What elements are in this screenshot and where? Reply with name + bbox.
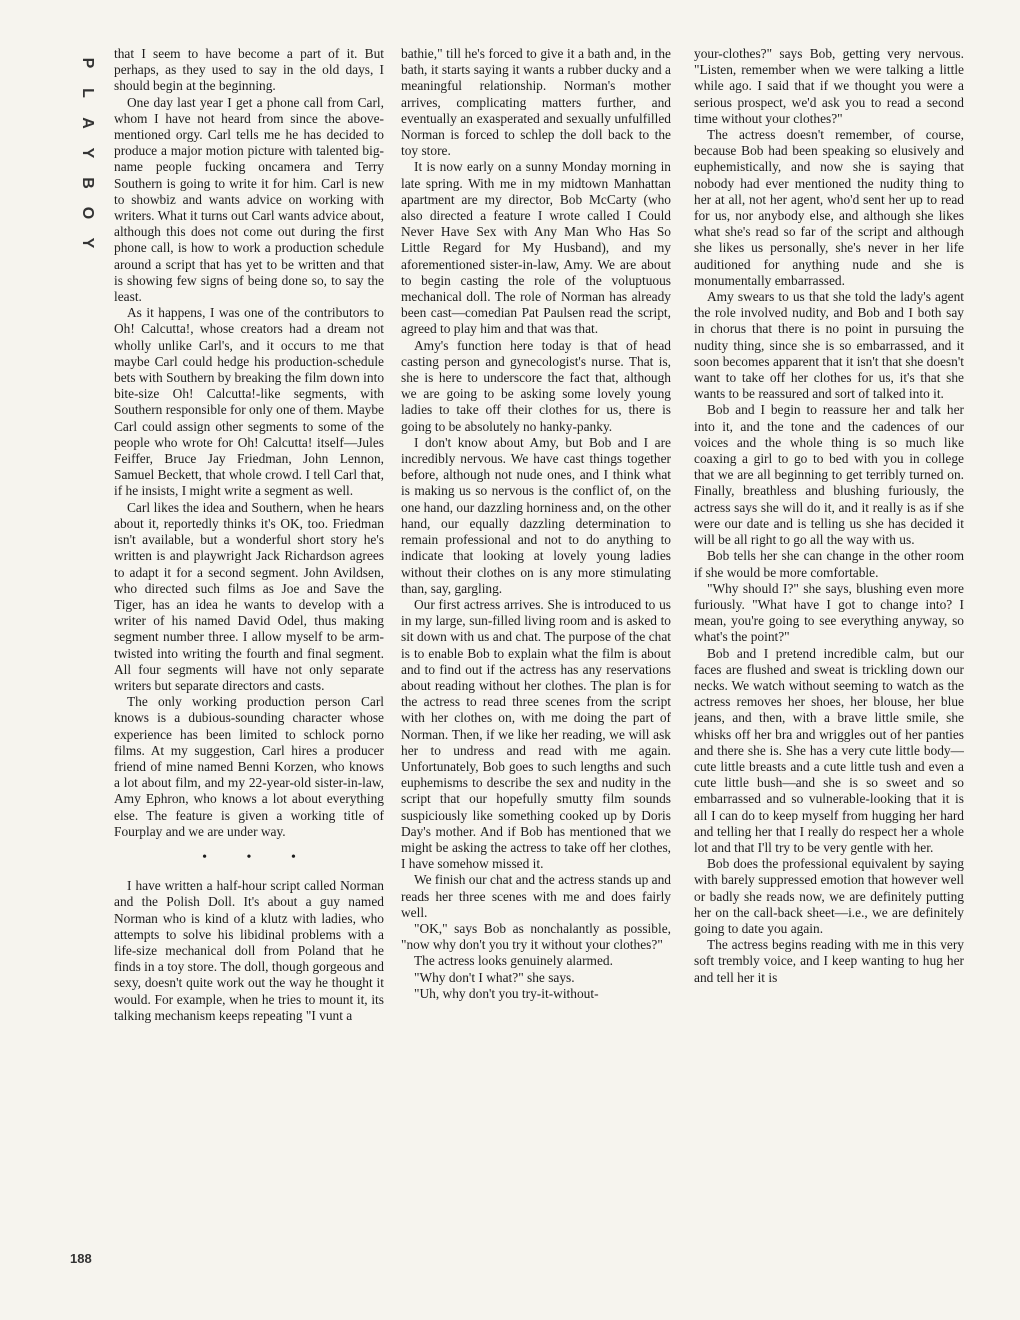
paragraph: As it happens, I was one of the contributors to Oh! Calcutta!, whose creators had a dream not wholly unlike Carl's, and it occurs to me that maybe Carl could hedge his production-schedule bets with Southern by breaking the film down into bite-size Oh! Calcutta!-like segments, with Southern responsible for only one of them. Maybe Carl could assign other segments to some of the people who wrote for Oh! Calcutta! itself—Jules Feiffer, Bruce Jay Friedman, John Lennon, Samuel Beckett, that whole crowd. I tell Carl that, if he insists, I might write a segment as well. — [114, 305, 384, 499]
paragraph: Bob does the professional equivalent by saying with barely suppressed emotion that however well or badly she reads now, we are definitely putting her on the call-back sheet—i.e., we are definitely going to date you again. — [694, 856, 964, 936]
paragraph: Amy swears to us that she told the lady's agent the role involved nudity, and Bob and I both say in chorus that there is no point in pursuing the nudity thing, since she is so embarrassed, and it soon becomes apparent that it isn't that she doesn't want to take off her clothes for us, it's that she wants to be reassured and sort of talked into it. — [694, 289, 964, 402]
paragraph: bathie," till he's forced to give it a bath and, in the bath, it starts saying it wants a rubber ducky and a meaningful relationship. Norman's mother arrives, complicating matters further, and eventually an exasperated and sexually unfulfilled Norman is forced to schlep the doll back to the toy store. — [401, 46, 671, 159]
text-column-1 — [114, 46, 384, 1286]
text-column-3 — [694, 46, 964, 1286]
section-break: • • • — [202, 849, 314, 865]
paragraph: your-clothes?" says Bob, getting very nervous. "Listen, remember when we were talking a little while ago. I said that if we thought you were a serious prospect, we'd ask you to read a second time without your clothes?" — [694, 46, 964, 126]
paragraph: "Why should I?" she says, blushing even more furiously. "What have I got to change into? I mean, you're going to see everything anyway, so what's the point?" — [694, 580, 964, 645]
paragraph: Our first actress arrives. She is introduced to us in my large, sun-filled living room and is asked to sit down with us and chat. The purpose of the chat is to enable Bob to explain what the film is about and to find out if the actress has any reservations about reading without her clothes. The plan is for the actress to read three scenes from the script with her clothes on, with me doing the part of Norman. Then, if we like her reading, we will ask her to undress and read with me again. Unfortunately, Bob goes to such lengths and such euphemisms to describe the sex and nudity in the script that our hopefully smutty film sounds suspiciously like something cooked up by Doris Day's mother. And if Bob has mentioned that we might be asking the actress to take off her clothes, I have somehow missed it. — [401, 596, 671, 872]
paragraph: One day last year I get a phone call from Carl, whom I have not heard from since the above-mentioned orgy. Carl tells me he has decided to produce a major motion picture with talented big-name people fucking oncamera and Terry Southern is going to write it for him. Carl is new to showbiz and wants advice on working with writers. What it turns out Carl wants advice about, although this does not come out during the first phone call, is how to work a production schedule around a script that has yet to be written and that is showing few signs of being done so, to say the least. — [114, 94, 384, 305]
paragraph: Bob and I begin to reassure her and talk her into it, and the tone and the cadences of our voices and the whole thing is so much like coaxing a girl to go to bed with you in college that we are all beginning to get terribly turned on. Finally, breathless and blushing furiously, the actress says she will do it, and it really is as if she were our date and is telling us she has decided it will be all right to go all the way with us. — [694, 402, 964, 548]
paragraph: We finish our chat and the actress stands up and reads her three scenes with me and does fairly well. — [401, 872, 671, 920]
paragraph: I have written a half-hour script called Norman and the Polish Doll. It's about a guy named Norman who is kind of a klutz with ladies, who attempts to solve his libidinal problems with a life-size mechanical doll from Poland that he finds in a toy store. The doll, though gorgeous and sexy, doesn't quite work out the way he thought it would. For example, when he tries to mount it, its talking mechanism keeps repeating "I vunt a — [114, 878, 384, 1023]
paragraph: "OK," says Bob as nonchalantly as possible, "now why don't you try it without your clothes?" — [401, 920, 671, 953]
paragraph: The only working production person Carl knows is a dubious-sounding character whose experience has been limited to schlock porno films. At my suggestion, Carl hires a producer friend of mine named Benni Korzen, who knows a lot about film, and my 22-year-old sister-in-law, Amy Ephron, who knows a lot about everything else. The feature is given a working title of Fourplay and we are under way. — [114, 694, 384, 839]
paragraph: It is now early on a sunny Monday morning in late spring. With me in my midtown Manhattan apartment are my director, Bob McCarty (who also directed a feature I wrote called I Could Never Have Sex with Any Man Who Has So Little Regard for My Husband), and my aforementioned sister-in-law, Amy. We are about to begin casting the role of the voluptuous mechanical doll. The role of Norman has already been cast—comedian Pat Paulsen read the script, agreed to play him and that was that. — [401, 159, 671, 337]
paragraph: I don't know about Amy, but Bob and I are incredibly nervous. We have cast things together before, although not nude ones, and I think what is making us so nervous is the conflict of, on the one hand, our dazzling horniness and, on the other hand, our equally dazzling determination to remain professional and not to do anything to indicate that looking at lovely young ladies without their clothes on is any more stimulating than, say, gargling. — [401, 434, 671, 596]
paragraph: The actress doesn't remember, of course, because Bob had been speaking so elusively and euphemistically, and now she is saying that nobody had ever mentioned the nudity thing to her at all, not her agent, who'd sent her up to read for us, nor anybody else, and although she likes what she's read so far of the script and although she likes us personally, she's never in her life auditioned for anything nude and she is monumentally embarrassed. — [694, 127, 964, 288]
paragraph: that I seem to have become a part of it. But perhaps, as they used to say in the old days, I should begin at the beginning. — [114, 46, 384, 94]
paragraph: The actress looks genuinely alarmed. — [414, 953, 613, 969]
paragraph: Bob tells her she can change in the other room if she would be more comfortable. — [694, 548, 964, 580]
paragraph: The actress begins reading with me in this very soft trembly voice, and I keep wanting to hug her and tell her it is — [694, 937, 964, 985]
paragraph: Amy's function here today is that of head casting person and gynecologist's nurse. That is, she is here to underscore the fact that, although we are going to be asking some lovely young ladies to take off their clothes for us, there is going to be absolutely no hanky-panky. — [401, 337, 671, 434]
page-number: 188 — [70, 1251, 92, 1266]
paragraph: "Uh, why don't you try-it-without- — [414, 985, 599, 1001]
paragraph: "Why don't I what?" she says. — [414, 969, 575, 985]
paragraph: Carl likes the idea and Southern, when he hears about it, reportedly thinks it's OK, too. Friedman isn't available, but a wonderful short story he's written is and playwright Jack Richardson agrees to adapt it for a second segment. John Avildsen, who directed such films as Joe and Save the Tiger, has an idea he wants to develop with a writer of his named David Odel, thus making segment number three. I allow myself to be arm-twisted into writing the fourth and final segment. All four segments will have not only separate writers but separate directors and casts. — [114, 499, 384, 693]
text-column-2 — [401, 46, 671, 1286]
paragraph: Bob and I pretend incredible calm, but our faces are flushed and sweat is trickling down our necks. We watch without seeming to watch as the actress removes her shoes, her blouse, her blue jeans, and then, with a brave little smile, she whisks off her bra and wriggles out of her panties and there she is. She has a very cute little body—cute little breasts and a cute little tush and even a cute little bush—and she is so sweet and so embarrassed and so vulnerable-looking that it is all I can do to keep myself from hugging her hard and telling her that I really do respect her a whole lot and that I'll try to be very gentle with her. — [694, 645, 964, 855]
magazine-runner: P L A Y B O Y — [79, 57, 96, 249]
